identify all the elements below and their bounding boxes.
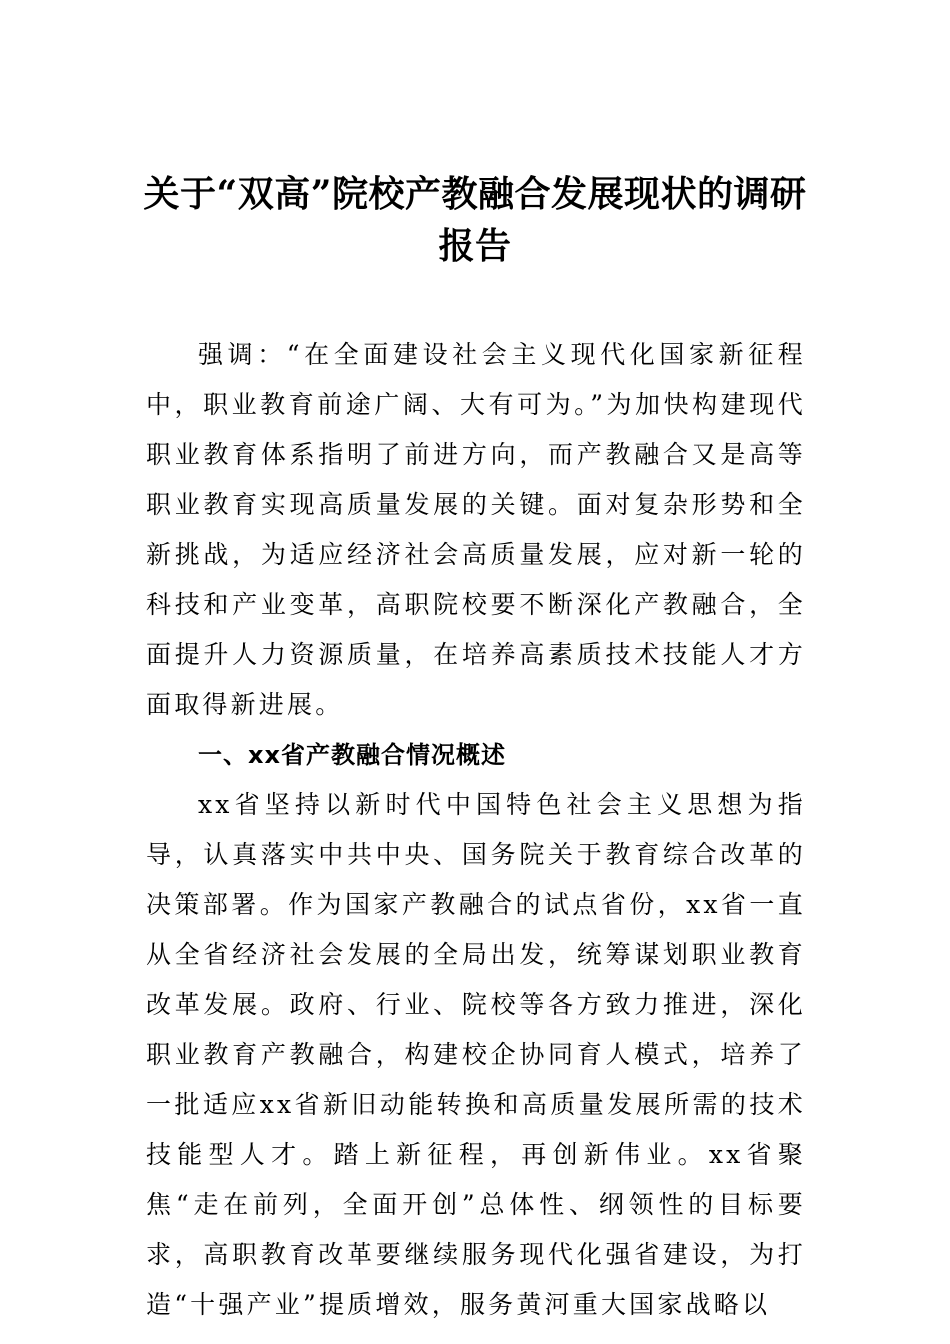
intro-paragraph: 强调：“在全面建设社会主义现代化国家新征程中，职业教育前途广阔、大有可为。”为加快构建现代职业教育体系指明了前进方向，而产教融合又是高等职业教育实现高质量发展的关键。面对复杂形势和全新挑战，为适应经济社会高质量发展，应对新一轮的科技和产业变革，高职院校要不断深化产教融合，全面提升人力资源质量，在培养高素质技术技能人才方面取得新进展。 xyxy=(146,340,806,719)
document-body xyxy=(146,330,806,1330)
section-heading-1: 一、xx省产教融合情况概述 xyxy=(198,741,506,769)
document-title: 关于“双高”院校产教融合发展现状的调研报告 xyxy=(143,173,807,267)
section-1-paragraph: xx省坚持以新时代中国特色社会主义思想为指导，认真落实中共中央、国务院关于教育综合改革的决策部署。作为国家产教融合的试点省份，xx省一直从全省经济社会发展的全局出发，统筹谋划职业教育改革发展。政府、行业、院校等各方致力推进，深化职业教育产教融合，构建校企协同育人模式，培养了一批适应xx省新旧动能转换和高质量发展所需的技术技能型人才。踏上新征程，再创新伟业。xx省聚焦“走在前列，全面开创”总体性、纲领性的目标要求，高职教育改革要继续服务现代化强省建设，为打造“十强产业”提质增效，服务黄河重大国家战略以 xyxy=(146,790,806,1319)
